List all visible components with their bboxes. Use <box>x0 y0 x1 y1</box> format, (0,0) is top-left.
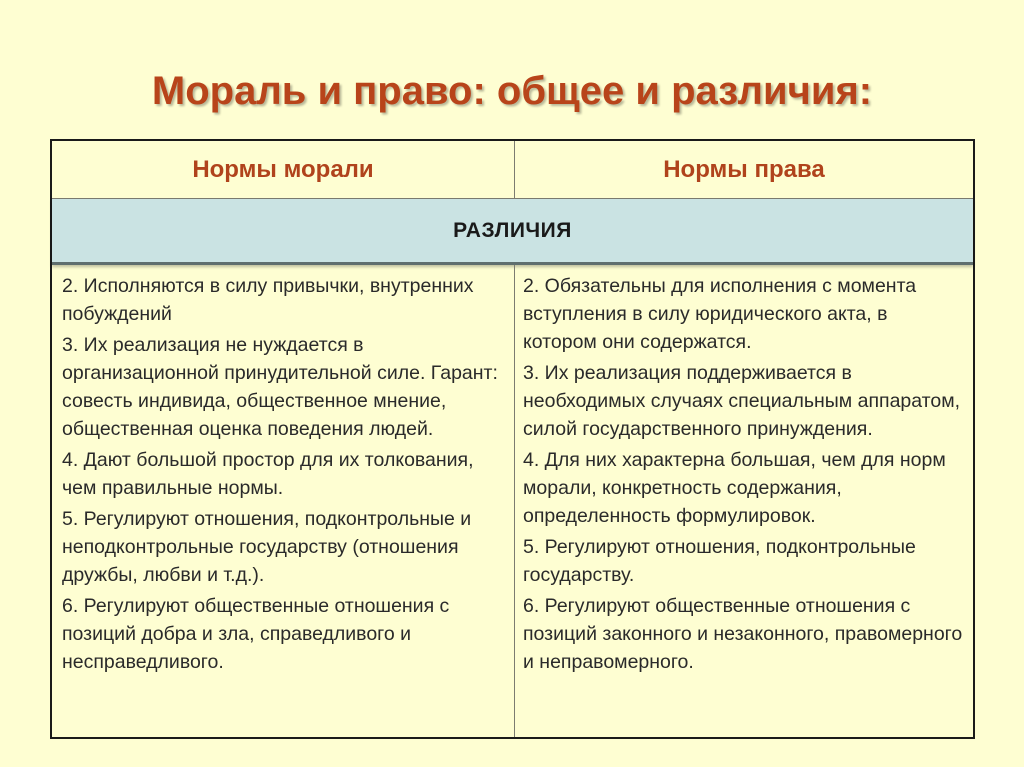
header-morality-norms: Нормы морали <box>192 155 374 183</box>
differences-label: РАЗЛИЧИЯ <box>453 218 572 242</box>
morality-item: 3. Их реализация не нуждается в организационной принудительной силе. Гарант: совесть индивида, общественное мнение, общественная оценка поведения людей. <box>62 334 498 440</box>
morality-item: 2. Исполняются в силу привычки, внутренних побуждений <box>62 275 474 325</box>
morality-item: 5. Регулируют отношения, подконтрольные и неподконтрольные государству (отношения дружбы, любви и т.д.). <box>62 508 472 586</box>
morality-column <box>62 272 508 679</box>
law-item: 3. Их реализация поддерживается в необходимых случаях специальным аппаратом, силой государственного принуждения. <box>523 362 961 440</box>
header-law-norms: Нормы права <box>663 155 825 183</box>
differences-band <box>52 199 973 265</box>
law-item: 6. Регулируют общественные отношения с позиций законного и незаконного, правомерного и неправомерного. <box>523 595 963 673</box>
slide-title: Мораль и право: общее и различия: <box>151 69 873 113</box>
law-column <box>523 272 963 679</box>
morality-item: 4. Дают большой простор для их толкования, чем правильные нормы. <box>62 449 474 499</box>
column-divider <box>514 265 515 737</box>
law-item: 5. Регулируют отношения, подконтрольные государству. <box>523 536 916 586</box>
morality-item: 6. Регулируют общественные отношения с позиций добра и зла, справедливого и несправедливого. <box>62 595 450 673</box>
law-item: 2. Обязательны для исполнения с момента вступления в силу юридического акта, в котором они содержатся. <box>523 275 917 353</box>
law-item: 4. Для них характерна большая, чем для норм морали, конкретность содержания, определенность формулировок. <box>523 449 946 527</box>
comparison-table <box>50 139 975 739</box>
table-header-row <box>52 141 973 199</box>
